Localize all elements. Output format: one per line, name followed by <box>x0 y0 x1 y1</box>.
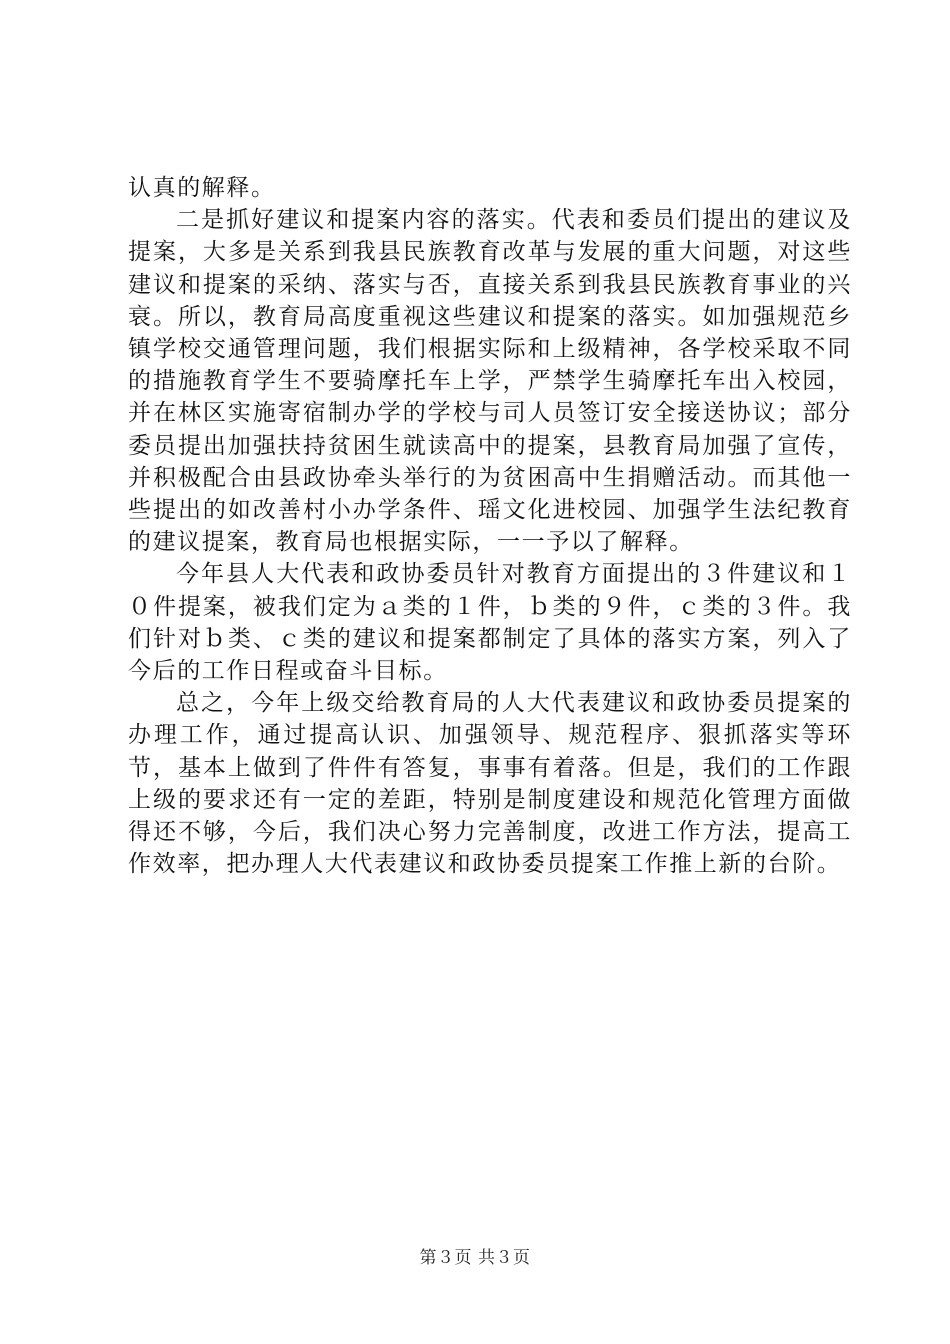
paragraph-4: 总之，今年上级交给教育局的人大代表建议和政协委员提案的办理工作，通过提高认识、加强领导、规范程序、狠抓落实等环节，基本上做到了件件有答复，事事有着落。但是，我们的工作跟上级的要求还有一定的差距，特别是制度建设和规范化管理方面做得还不够，今后，我们决心努力完善制度，改进工作方法，提高工作效率，把办理人大代表建议和政协委员提案工作推上新的台阶。 <box>128 690 852 878</box>
paragraph-2: 二是抓好建议和提案内容的落实。代表和委员们提出的建议及提案，大多是关系到我县民族教育改革与发展的重大问题，对这些建议和提案的采纳、落实与否，直接关系到我县民族教育事业的兴衰。所以，教育局高度重视这些建议和提案的落实。如加强规范乡镇学校交通管理问题，我们根据实际和上级精神，各学校采取不同的措施教育学生不要骑摩托车上学，严禁学生骑摩托车出入校园，并在林区实施寄宿制办学的学校与司人员签订安全接送协议；部分委员提出加强扶持贫困生就读高中的提案，县教育局加强了宣传，并积极配合由县政协牵头举行的为贫困高中生捐赠活动。而其他一些提出的如改善村小办学条件、瑶文化进校园、加强学生法纪教育的建议提案，教育局也根据实际，一一予以了解释。 <box>128 207 852 556</box>
page-number-footer: 第３页 共３页 <box>419 1248 531 1268</box>
paragraph-3: 今年县人大代表和政协委员针对教育方面提出的３件建议和１０件提案，被我们定为ａ类的１件，ｂ类的９件，ｃ类的３件。我们针对ｂ类、ｃ类的建议和提案都制定了具体的落实方案，列入了今后的工作日程或奋斗目标。 <box>128 561 852 685</box>
document-body <box>128 172 852 880</box>
paragraph-1: 认真的解释。 <box>128 175 276 201</box>
